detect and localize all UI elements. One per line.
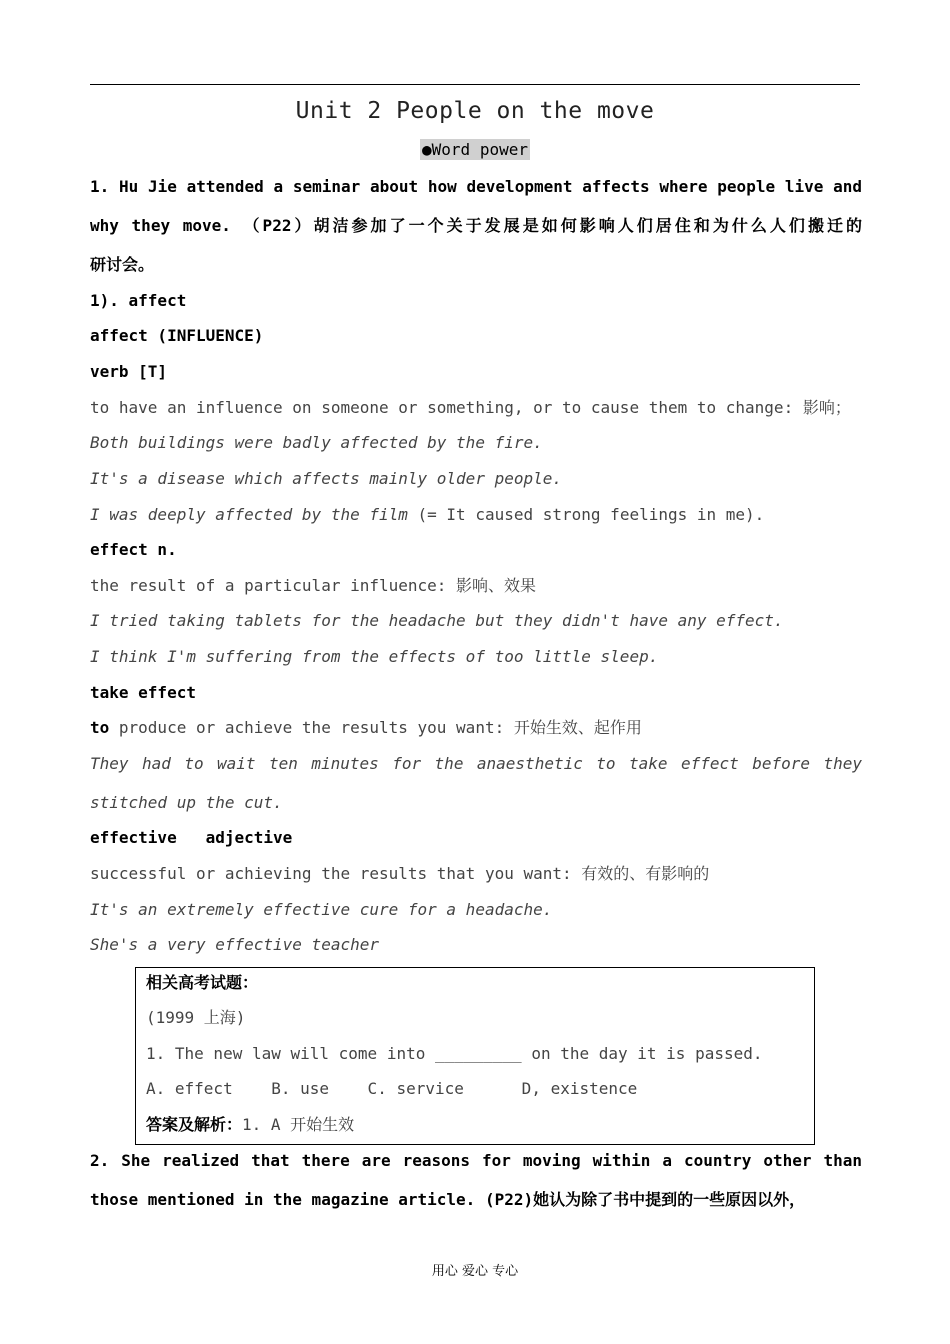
item1-line1: 1. Hu Jie attended a seminar about how development affects where people live and [90,177,862,196]
item1-line2: why they move. （P22）胡洁参加了一个关于发展是如何影响人们居住和为什么人们搬迁的 [90,216,862,235]
example-3-italic: I was deeply affected by the film [90,505,408,524]
item2-line1: 2. She realized that there are reasons for moving within a country other than [90,1151,862,1170]
definition-affect: to have an influence on someone or something, or to cause them to change: 影响； [90,398,851,417]
section-heading [90,140,860,159]
example-4: I tried taking tablets for the headache but they didn't have any effect. [90,611,784,630]
exam-question: 1. The new law will come into _________ on the day it is passed. [146,1044,763,1063]
subheading-affect: 1). affect [90,291,187,310]
item1-line3: 研讨会。 [90,255,155,274]
definition-take-effect-to: to [90,718,110,737]
exam-options: A. effect B. use C. service D, existence [146,1079,638,1098]
headword-take-effect: take effect [90,683,196,702]
definition-effect: the result of a particular influence: 影响、效果 [90,576,537,595]
exam-answer [146,1114,354,1136]
exam-answer-label: 答案及解析： [146,1115,243,1134]
example-2: It's a disease which affects mainly older people. [90,469,563,488]
exam-answer-text: 1. A 开始生效 [242,1115,355,1134]
exam-source: (1999 上海) [146,1008,246,1027]
example-5: I think I'm suffering from the effects of too little sleep. [90,647,659,666]
example-6-line1: They had to wait ten minutes for the anaesthetic to take effect before they [90,754,862,773]
example-3 [90,504,862,526]
example-7: It's an extremely effective cure for a headache. [90,900,553,919]
exam-question-box [135,967,815,1145]
item2-line2: those mentioned in the magazine article. (P22)她认为除了书中提到的一些原因以外， [90,1190,806,1209]
definition-take-effect-rest: produce or achieve the results you want: 开始生效、起作用 [109,718,642,737]
example-8: She's a very effective teacher [90,935,379,954]
headword-affect: affect (INFLUENCE) [90,326,264,345]
section-label: ●Word power [422,140,528,159]
headword-effect: effect n. [90,540,177,559]
page-footer: 用心 爱心 专心 [431,1264,519,1279]
exam-box-heading: 相关高考试题： [146,973,259,992]
example-6-line2: stitched up the cut. [90,793,283,812]
header-rule [90,84,860,85]
example-3-rest: (= It caused strong feelings in me). [407,505,765,524]
definition-take-effect [90,717,862,739]
definition-effective: successful or achieving the results that you want: 有效的、有影响的 [90,864,710,883]
headword-effective: effective adjective [90,828,293,847]
page-title: Unit 2 People on the move [295,98,655,124]
pos-verb: verb [T] [90,362,168,381]
example-1: Both buildings were badly affected by the fire. [90,433,543,452]
